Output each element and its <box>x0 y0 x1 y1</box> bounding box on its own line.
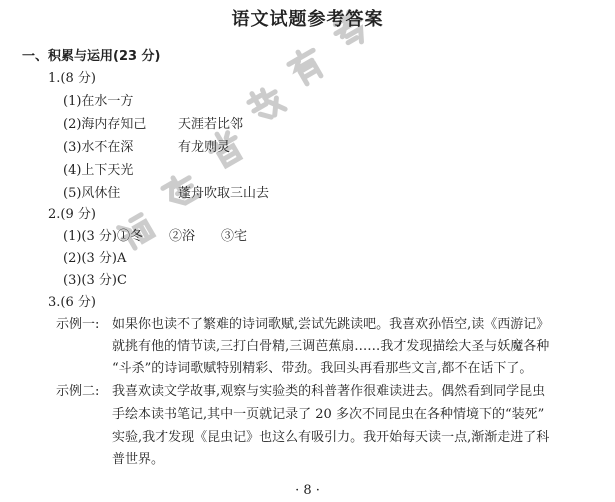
answer-line: (2)海内存知己 <box>63 117 147 132</box>
answer-line: (4)上下天光 <box>63 163 134 178</box>
answer-line: 就挑有他的情节读,三打白骨精,三调芭蕉扇……我才发现描绘大圣与妖魔各种 <box>112 339 550 354</box>
answer-line: (5)风休住 <box>63 186 121 201</box>
answer-line: 手绘本读书笔记,其中一页就记录了 20 多次不同昆虫在各种情境下的“装死” <box>112 407 545 422</box>
answer-line: 普世界。 <box>112 452 165 467</box>
answer-line: (3)(3 分)C <box>63 273 127 288</box>
answer-line: (1)在水一方 <box>63 94 134 109</box>
watermark-stroke-group <box>286 45 326 87</box>
answer-line: “斗杀”的诗词歌赋特别精彩、带劲。我回头再看那些文言,都不在话下了。 <box>112 361 533 376</box>
answer-line: 我喜欢读文学故事,观察与实验类的科普著作很难读进去。偶然看到同学昆虫 <box>112 384 546 399</box>
page-number: · 8 · <box>295 483 320 498</box>
answer-line: (1)(3 分)①冬 ②浴 ③宅 <box>63 229 247 244</box>
answer-line: 天涯若比邻 <box>178 117 244 132</box>
answer-line: (3)水不在深 <box>63 140 134 155</box>
answer-line: (2)(3 分)A <box>63 251 127 266</box>
watermark-stroke-group <box>246 83 285 123</box>
answer-line: 蓬舟吹取三山去 <box>178 186 270 201</box>
example-label: 示例一: <box>56 317 100 332</box>
question-heading: 1.(8 分) <box>48 71 96 86</box>
answer-line: 有龙则灵 <box>178 140 231 155</box>
example-label: 示例二: <box>56 384 100 399</box>
page-title: 语文试题参考答案 <box>231 9 384 30</box>
section-heading: 一、积累与运用(23 分) <box>22 49 161 64</box>
question-heading: 3.(6 分) <box>48 295 96 310</box>
answer-line: 如果你也读不了繁难的诗词歌赋,尝试先跳读吧。我喜欢孙悟空,读《西游记》 <box>112 317 550 332</box>
question-heading: 2.(9 分) <box>48 207 96 222</box>
answer-line: 实验,我才发现《昆虫记》也这么有吸引力。我开始每天读一点,渐渐走进了科 <box>112 430 550 445</box>
